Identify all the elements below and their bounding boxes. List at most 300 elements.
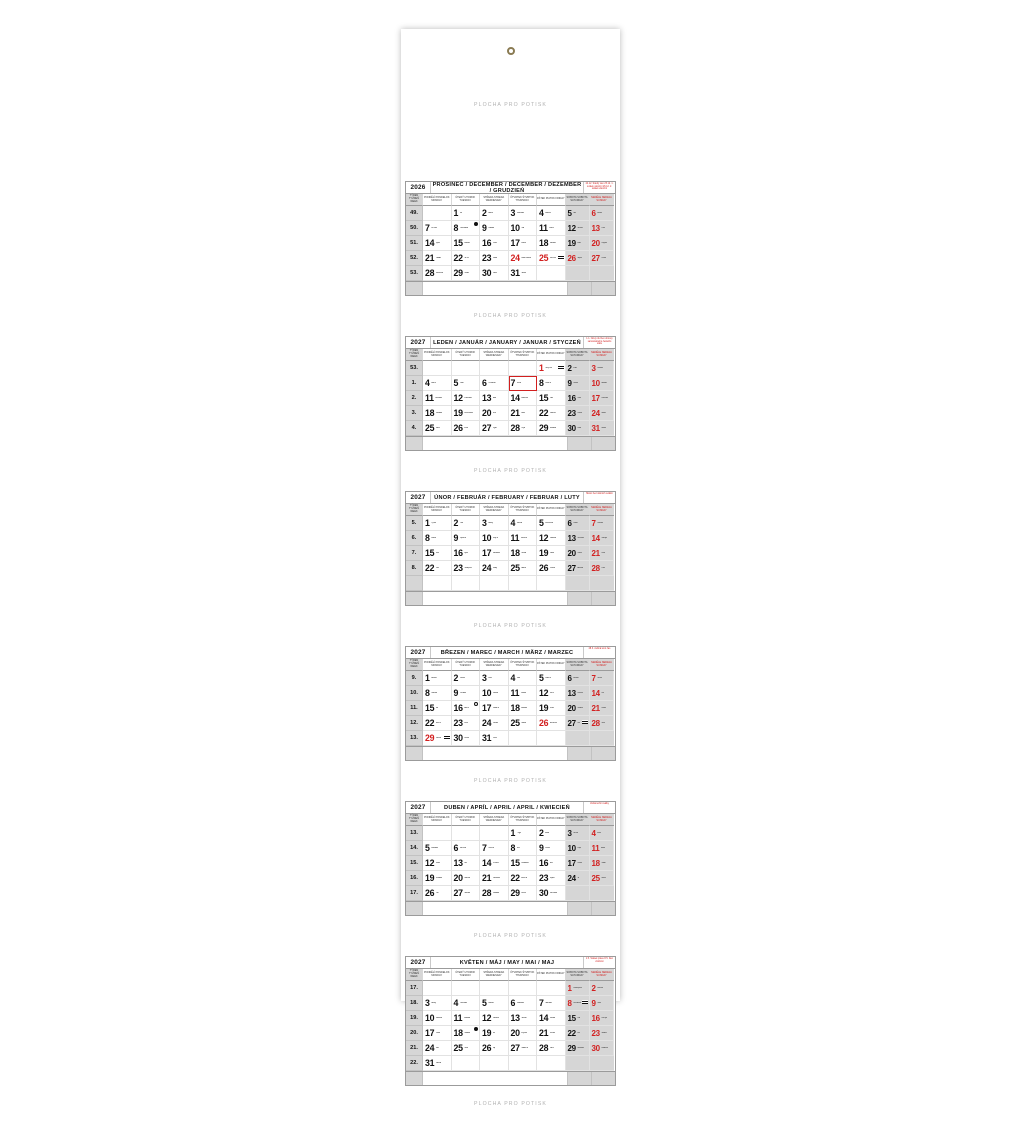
weekday-header-fri: PÁTEK PIATOK FRIDAY [537,504,566,516]
name-day-label: Emanuel [549,721,557,724]
name-day-label: Kazimír [545,676,551,679]
print-area-bottom [401,1086,620,1122]
month-name: BŘEZEN / MAREC / MARCH / MÄRZ / MARZEC [440,649,574,656]
day-cell [566,701,590,716]
day-cell [509,1041,538,1056]
day-cell [566,391,590,406]
day-cell [480,686,509,701]
name-day-label: Arnošt [464,736,470,739]
day-cell [566,421,590,436]
name-day-label: Květoslav [459,1001,467,1004]
weekday-header-tue: ÚTERÝ UTOROK TUESDAY [452,969,481,981]
month-footer [406,436,615,450]
name-day-label: Apolena [459,536,466,539]
name-day-label: Robin [577,426,582,429]
day-cell [509,251,538,266]
name-day-label: Josef [549,706,554,709]
day-cell [452,421,481,436]
day-cell [537,531,566,546]
day-number: 12 [482,1013,492,1023]
name-day-label: Čestmír [545,381,552,384]
moon-phase-icon [474,702,478,706]
name-day-label: Miroslav [573,676,579,679]
week-number: 53. [406,361,423,376]
day-cell [423,1056,452,1071]
name-day-label: Jaroslav [464,891,471,894]
day-cell [423,686,452,701]
name-day-label: Miroslava [431,846,439,849]
name-day-label: Františka [459,691,467,694]
day-number: 2 [591,983,596,993]
name-day-label: Kvido [492,736,497,739]
day-number: 21 [482,873,492,883]
footer-cell [591,437,615,450]
week-number: 52. [406,251,423,266]
day-cell [509,421,538,436]
day-cell [537,886,566,901]
day-cell-empty [423,361,452,376]
name-day-label: Vladimír [601,1031,607,1034]
day-cell [509,871,538,886]
day-number: 31 [482,733,492,743]
day-number: 11 [539,223,548,233]
flag-icon [582,720,588,724]
day-cell [423,701,452,716]
day-cell [537,701,566,716]
name-day-label: Ferdinand [601,1046,608,1049]
footer-cell [591,747,615,760]
print-area-label: PLOCHA PRO POTISK [474,468,547,474]
name-day-label: Liliana [521,566,526,569]
weekday-header-wed: STŘEDA STREDA WEDNESDAY [480,194,509,206]
day-cell [423,251,452,266]
weekday-header-thu: ČTVRTEK ŠTVRTOK THURSDAY [509,969,538,981]
name-day-label: Lumír [601,566,606,569]
day-cell-empty [452,576,481,591]
weekday-header-week: TÝDEN TYŽDEŇ WEEK [406,194,423,206]
name-day-label: Alexandr [577,566,584,569]
day-number: 10 [510,223,520,233]
day-cell [566,671,590,686]
day-cell-empty [452,981,481,996]
week-number: 12. [406,716,423,731]
day-number: 3 [482,673,487,683]
footer-cell [406,1072,423,1085]
name-day-label: Alexej [431,1001,436,1004]
day-number: 22 [510,873,520,883]
name-day-label: Edita [492,396,497,399]
day-number: 24 [482,718,492,728]
name-day-label: Richard [573,831,579,834]
week-number: 22. [406,1056,423,1071]
day-number: 5 [425,843,430,853]
name-day-label: Vendula [459,846,466,849]
print-area-label: PLOCHA PRO POTISK [474,778,547,784]
day-cell [423,546,452,561]
day-number: 14 [510,393,520,403]
name-day-label: Boží hod [549,256,557,259]
week-number: 18. [406,996,423,1011]
name-day-label: Běla [521,411,525,414]
month-footer [406,901,615,915]
day-number: 31 [510,268,520,278]
day-cell [509,516,538,531]
day-cell [537,856,566,871]
day-number: 18 [591,858,600,868]
day-number: 24 [510,253,520,263]
week-number: 50. [406,221,423,236]
day-cell [566,871,590,886]
footer-cell [406,902,423,915]
day-number: 18 [425,408,435,418]
day-number: 13 [453,858,463,868]
day-number: 16 [453,548,463,558]
name-day-label: Zbyšek [521,1031,527,1034]
day-cell [590,561,614,576]
name-day-label: Vladan [573,381,578,384]
week-number: 11. [406,701,423,716]
day-cell [480,531,509,546]
day-cell [509,406,538,421]
day-number: 14 [425,238,435,248]
day-cell [590,531,614,546]
month-name: LEDEN / JANUÁR / JANUARY / JANUAR / STYCZEŃ [433,339,581,346]
day-cell [537,996,566,1011]
day-number: 21 [539,1028,549,1038]
day-cell [509,716,538,731]
week-number [406,576,423,591]
name-day-label: Vratislav [488,226,495,229]
day-cell [452,236,481,251]
weekday-header-week: TÝDEN TYŽDEŇ WEEK [406,969,423,981]
name-day-label: Ida [435,706,438,709]
name-day-label: Marián [521,721,527,724]
name-day-label: Valdemar [521,1046,529,1049]
moon-phase-icon [474,222,478,226]
day-number: 27 [567,718,576,728]
month-block [405,336,616,451]
day-number: 7 [591,518,596,528]
week-number: 51. [406,236,423,251]
name-day-label: Marika [601,426,606,429]
day-cell-empty [590,886,614,901]
name-day-label: Barbora [545,211,552,214]
month-year: 2027 [406,337,431,348]
name-day-label: Růžena [577,691,583,694]
weekday-header-wed: STŘEDA STREDA WEDNESDAY [480,659,509,671]
day-cell-empty [590,576,614,591]
month-header [406,647,615,659]
weekday-header-tue: ÚTERÝ UTOROK TUESDAY [452,659,481,671]
day-number: 22 [425,563,435,573]
day-cell [590,406,614,421]
month-panel [401,801,620,916]
day-number: 17 [567,858,576,868]
name-day-label: Gabriel [492,721,498,724]
day-number: 6 [453,843,459,853]
day-number: 8 [567,998,572,1008]
day-cell [480,421,509,436]
day-cell [509,996,538,1011]
name-day-label: Ingrid [492,426,497,429]
day-number: 30 [539,888,549,898]
month-block [405,646,616,761]
day-number: 11 [425,393,434,403]
name-day-label: Alexandra [492,876,501,879]
day-number: 13 [482,393,492,403]
name-day-label: Svatava [463,1016,470,1019]
name-day-label: Vladislav [435,411,443,414]
day-number: 11 [510,688,520,698]
day-cell [537,671,566,686]
day-number: 15 [453,238,463,248]
day-cell-empty [590,266,614,281]
day-number: 13 [567,533,576,543]
day-number: 22 [453,253,463,263]
day-cell [423,996,452,1011]
day-cell [566,841,590,856]
name-day-label: Vanda [573,521,578,524]
day-number: 8 [539,378,544,388]
name-day-label: Řehoř [549,691,555,694]
name-day-label: Šimon [464,256,470,259]
day-cell [480,221,509,236]
day-cell [537,561,566,576]
name-day-label: Oto [435,891,439,894]
day-number: 12 [453,393,463,403]
name-day-label: Mikuláš [597,211,603,214]
day-cell [480,561,509,576]
day-number: 16 [453,703,463,713]
name-day-label: Anděla [520,691,527,694]
day-number: 24 [425,1043,435,1053]
day-number: 20 [482,408,492,418]
name-day-label: Slavomír [549,411,557,414]
day-number: 23 [539,873,549,883]
week-number: 14. [406,841,423,856]
month-name: DUBEN / APRÍL / APRIL / APRIL / KWIECIEŃ [444,804,570,811]
week-number: 7. [406,546,423,561]
name-day-label: Dorota [549,566,555,569]
month-year: 2027 [406,647,431,658]
weekday-header-mon: PONDĚLÍ PONDELOK MONDAY [423,349,452,361]
name-day-label: Ljuba [464,551,469,554]
week-number: 4. [406,421,423,436]
day-cell-empty [537,1056,566,1071]
day-number: 20 [591,238,600,248]
week-number: 10. [406,686,423,701]
day-number: 9 [453,533,459,543]
day-cell [452,266,481,281]
footer-cell [423,1072,567,1085]
weekday-header-wed: STŘEDA STREDA WEDNESDAY [480,969,509,981]
flag-icon [582,1000,588,1004]
day-cell-empty [509,361,538,376]
day-cell [452,886,481,901]
day-number: 14 [591,533,600,543]
day-cell [423,841,452,856]
day-cell [509,236,538,251]
name-day-label: Elena [464,706,469,709]
day-cell [590,981,614,996]
name-day-label: Otýlie [521,426,526,429]
day-cell [537,686,566,701]
flag-icon [558,365,564,369]
week-number: 2. [406,391,423,406]
day-cell [480,376,509,391]
day-cell [566,546,590,561]
month-note: 1.5. Svátek práce 8.5. Den vítězství [583,957,615,968]
day-cell [480,731,509,746]
day-cell-empty [509,1056,538,1071]
day-number: 31 [591,423,600,433]
day-number: 20 [567,703,576,713]
day-number: 15 [425,703,435,713]
weekday-header-week: TÝDEN TYŽDEŇ WEEK [406,349,423,361]
day-cell [537,391,566,406]
day-cell-empty [423,206,452,221]
footer-cell [591,1072,615,1085]
name-day-label: Nela [459,521,464,524]
day-cell [452,561,481,576]
day-number: 4 [510,518,516,528]
month-header [406,337,615,349]
week-number: 13. [406,731,423,746]
weekday-header-mon: PONDĚLÍ PONDELOK MONDAY [423,814,452,826]
name-day-label: Servác [521,1016,527,1019]
footer-cell [591,282,615,295]
moon-phase-icon [474,1027,478,1031]
weekday-header-sat: SOBOTA SOBOTA SATURDAY [566,814,590,826]
name-day-label: Petr [435,566,439,569]
month-grid [406,969,615,1071]
name-day-label: Blažej [488,521,493,524]
day-cell-empty [537,981,566,996]
weekday-header-fri: PÁTEK PIATOK FRIDAY [537,969,566,981]
day-cell [590,391,614,406]
week-number: 19. [406,1011,423,1026]
month-name: PROSINEC / DECEMBER / DECEMBER / DEZEMBER / GRUDZIEŃ [432,181,582,194]
print-area-separator [401,606,620,646]
day-cell [566,716,590,731]
day-number: 31 [425,1058,435,1068]
print-area-top [401,29,620,181]
month-note: 28.3. začíná letní čas [583,647,615,658]
weekday-header-mon: PONDĚLÍ PONDELOK MONDAY [423,969,452,981]
day-number: 17 [482,548,492,558]
name-day-label: Dagmar [601,241,607,244]
name-day-label: Vilém [549,1046,554,1049]
name-day-label: Rostislav [435,876,443,879]
name-day-label: Rudolf [577,861,582,864]
weekday-header-mon: PONDĚLÍ PONDELOK MONDAY [423,659,452,671]
weekday-header-tue: ÚTERÝ UTOROK TUESDAY [452,814,481,826]
week-number: 49. [406,206,423,221]
name-day-label: Kamil [488,676,493,679]
name-day-label: Rút [601,691,604,694]
name-day-label: Blanka [488,211,494,214]
name-day-label: Simona [577,226,583,229]
month-note: Měsíc bez státních svátků [583,492,615,503]
day-cell [590,251,614,266]
name-day-label: Vincenc [492,861,499,864]
footer-cell [423,902,567,915]
day-cell [590,376,614,391]
weekday-header-thu: ČTVRTEK ŠTVRTOK THURSDAY [509,349,538,361]
day-cell [480,671,509,686]
day-number: 25 [453,1043,463,1053]
month-header [406,492,615,504]
day-number: 10 [567,843,576,853]
day-number: 3 [591,363,596,373]
day-cell [509,686,538,701]
day-number: 14 [591,688,600,698]
day-cell [537,1041,566,1056]
month-footer [406,591,615,605]
name-day-label: Heřman [488,846,495,849]
name-day-label: Silvestr [521,271,527,274]
day-cell [509,671,538,686]
week-number: 8. [406,561,423,576]
weekday-header-sat: SOBOTA SOBOTA SATURDAY [566,194,590,206]
name-day-label: Aleš [464,861,468,864]
day-cell [590,1011,614,1026]
day-number: 27 [591,253,600,263]
name-day-label: Gizela [521,551,526,554]
day-cell-empty [566,731,590,746]
name-day-label: Svátek práce [573,986,582,989]
name-day-label: Dana [549,226,554,229]
day-cell [509,221,538,236]
footer-cell [423,592,567,605]
day-number: 26 [482,1043,492,1053]
weekday-header-tue: ÚTERÝ UTOROK TUESDAY [452,504,481,516]
day-cell [537,546,566,561]
day-number: 21 [510,408,520,418]
day-cell [423,391,452,406]
flag-icon [444,735,450,739]
day-number: 9 [567,378,572,388]
name-day-label: Jarmila [516,521,522,524]
day-cell [452,221,481,236]
day-cell [480,516,509,531]
day-cell-empty [509,576,538,591]
weekday-header-fri: PÁTEK PIATOK FRIDAY [537,194,566,206]
day-cell [480,1026,509,1041]
name-day-label: Valérie [601,861,606,864]
name-day-label: Viola [464,1046,468,1049]
day-cell-empty [480,576,509,591]
weekday-header-sun: NEDĚLE NEDEĽA SUNDAY [590,659,614,671]
day-cell [566,686,590,701]
day-number: 12 [425,858,435,868]
name-day-label: Dalimil [459,381,465,384]
name-day-label: Ilona [492,411,497,414]
name-day-label: Zora [464,426,468,429]
month-note: 24.12. Štědrý den 25.12. 1. svátek vánoční 26.12. 2. svátek vánoční [583,182,615,193]
day-cell [452,391,481,406]
name-day-label: Radoslav [516,1001,524,1004]
weekday-header-mon: PONDĚLÍ PONDELOK MONDAY [423,504,452,516]
day-number: 27 [482,423,492,433]
day-cell [537,221,566,236]
day-cell-empty [590,1056,614,1071]
day-number: 30 [482,268,492,278]
day-cell-empty [423,826,452,841]
day-cell [590,1041,614,1056]
day-number: 29 [510,888,520,898]
day-cell [423,236,452,251]
